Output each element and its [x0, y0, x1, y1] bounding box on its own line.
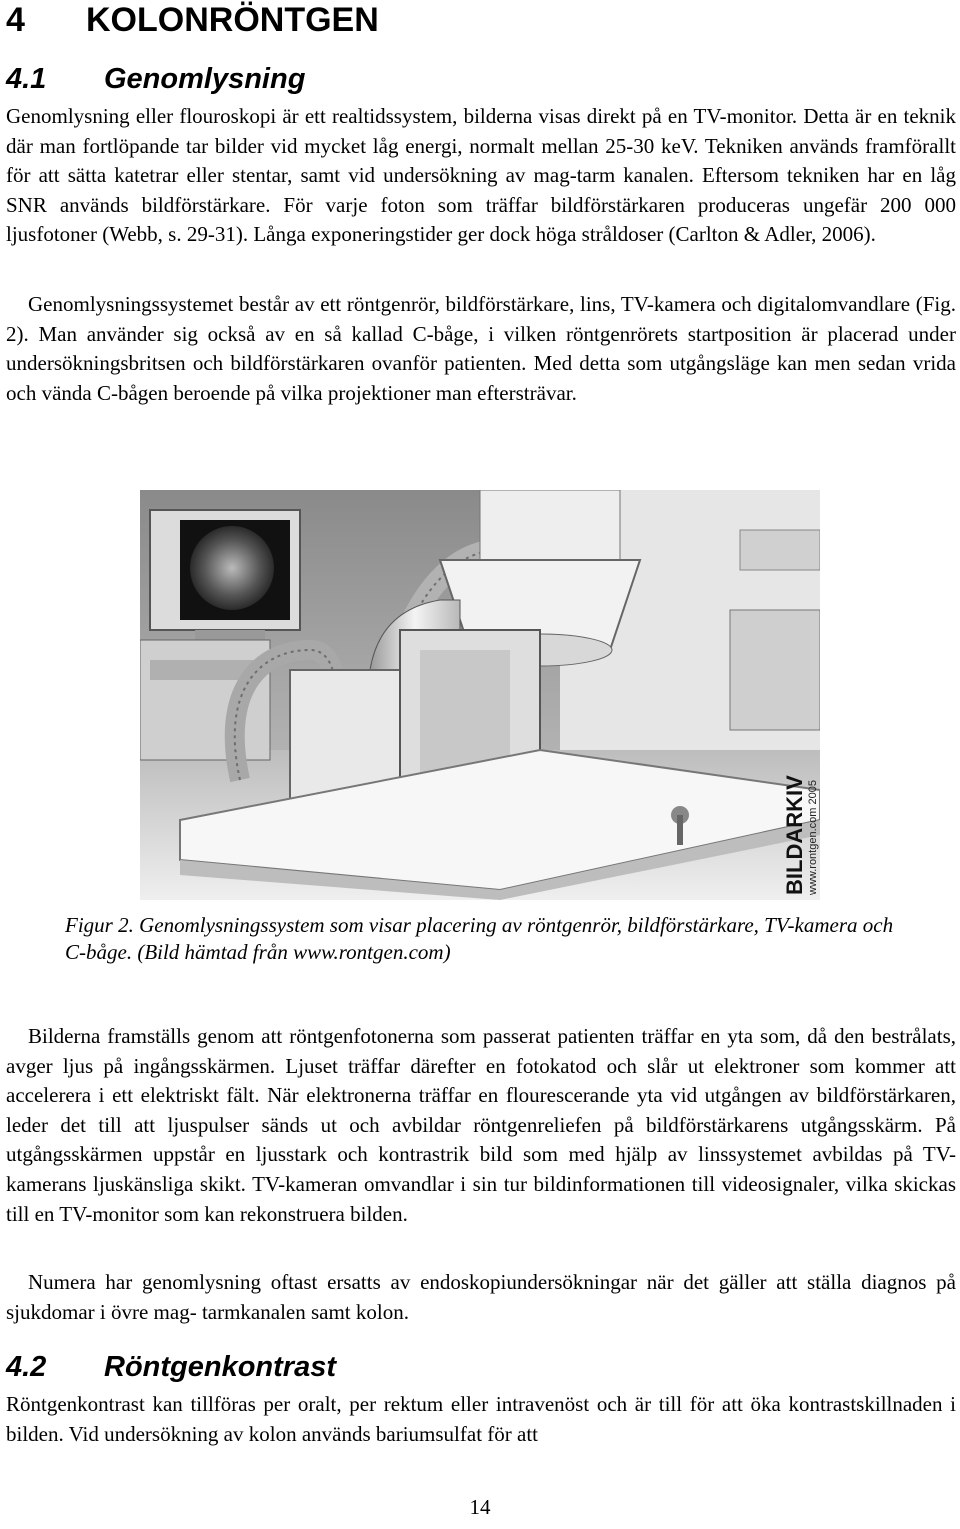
chapter-number: 4 — [6, 1, 25, 39]
paragraph-endoskopi: Numera har genomlysning oftast ersatts av endoskopiundersökningar när det gäller att ställa diagnos på sjukdomar i övre mag- tarmkanalen samt kolon. — [6, 1270, 956, 1324]
section-number: 4.1 — [6, 63, 47, 95]
section-title: Röntgenkontrast — [104, 1351, 336, 1383]
paragraph-genomlysning-system: Genomlysningssystemet består av ett röntgenrör, bildförstärkare, lins, TV-kamera och digitalomvandlare (Fig. 2). Man använder sig också av en så kallad C-båge, i vilken röntgenrörets startposition är placerad under undersökningsbritsen och bildförstärkaren ovanför patienten. Med detta som utgångsläge kan men sedan vrida och vända C-bågen beroende på vilka projektioner man eftersträvar. — [6, 292, 956, 405]
section-title: Genomlysning — [104, 63, 306, 95]
section-heading-4-2 — [6, 1350, 336, 1384]
chapter-title: KOLONRÖNTGEN — [86, 1, 379, 39]
fluoroscopy-room-photo — [140, 490, 820, 900]
paragraph-bildforstarkare: Bilderna framställs genom att röntgenfotonerna som passerat patienten träffar en yta som, då den bestrålats, avger ljus på ingångsskärmen. Ljuset träffar därefter en fotokatod och slår ut elektroner som kommer att accelerera i ett elektriskt fält. När elektronerna träffar en flourescerande yta vid utgången av bildförstärkaren, leder det till att ljuspulser sänds ut och avbildar röntgenreliefen på bildförstärkarens utgångsskärm. På utgångsskärmen uppstår en ljusstark och kontrastrik bild som med hjälp av linssystemet avbildas på TV-kamerans ljuskänsliga skikt. TV-kameran omvandlar i sin tur bildinformationen till videosignaler, vilka skickas till en TV-monitor som kan rekonstruera bilden. — [6, 1024, 956, 1226]
paragraph-rontgenkontrast: Röntgenkontrast kan tillföras per oralt, per rektum eller intravenöst och är till för att öka kontrastskillnaden i bilden. Vid undersökning av kolon används bariumsulfat för att — [6, 1392, 956, 1446]
figure-caption: Figur 2. Genomlysningssystem som visar placering av röntgenrör, bildförstärkare, TV-kamera och C-båge. (Bild hämtad från www.rontgen.com) — [65, 913, 894, 964]
chapter-heading — [6, 0, 379, 40]
watermark-url: www.rontgen.com 2005 — [807, 780, 819, 895]
section-number: 4.2 — [6, 1351, 47, 1383]
figure-fluoroscopy-room — [140, 490, 820, 900]
watermark-bildarkiv: BILDARKIV — [782, 775, 807, 895]
paragraph-genomlysning-intro: Genomlysning eller flouroskopi är ett realtidssystem, bilderna visas direkt på en TV-monitor. Detta är en teknik där man fortlöpande tar bilder vid mycket låg energi, normalt mellan 25-30 keV. Tekniken används framförallt för att sätta katetrar eller stentar, samt vid undersökning av mag-tarm kanalen. Eftersom tekniken har en låg SNR används bildförstärkare. För varje foton som träffar bildförstärkaren produceras ungefär 200 000 ljusfotoner (Webb, s. 29-31). Långa exponeringstider ger dock höga stråldoser (Carlton & Adler, 2006). — [6, 104, 956, 247]
page-number: 14 — [469, 1495, 491, 1519]
section-heading-4-1 — [6, 62, 305, 96]
